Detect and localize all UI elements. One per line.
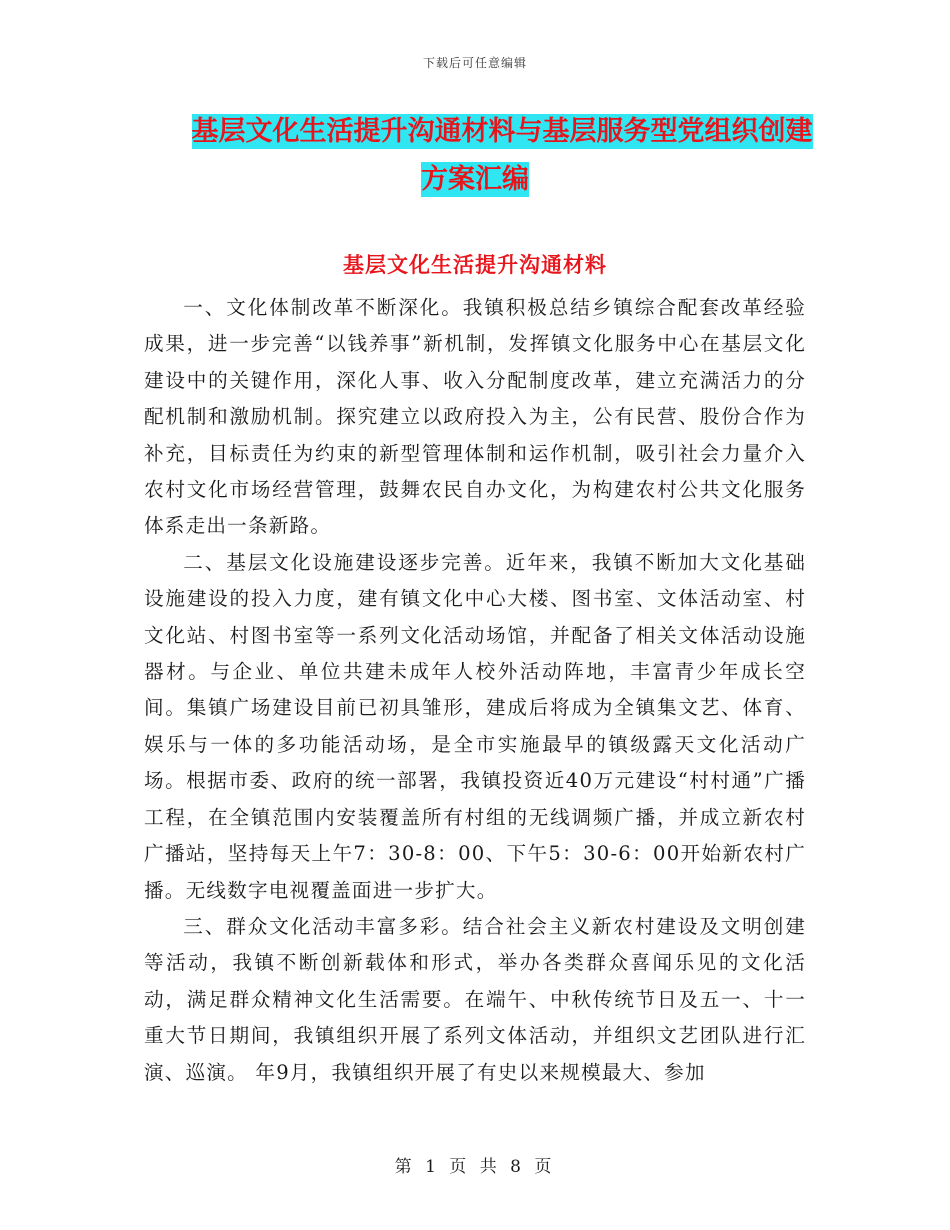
- document-title-line-2: 方案汇编: [421, 164, 529, 195]
- section-title: 基层文化生活提升沟通材料: [343, 252, 607, 277]
- body-paragraph-1: 一、文化体制改革不断深化。我镇积极总结乡镇综合配套改革经验成果，进一步完善“以钱养事”新机制，发挥镇文化服务中心在基层文化建设中的关键作用，深化人事、收入分配制度改革，建立充满活力的分配机制和激励机制。探究建立以政府投入为主，公有民营、股份合作为补充，目标责任为约束的新型管理体制和运作机制，吸引社会力量介入农村文化市场经营管理，鼓舞农民自办文化，为构建农村公共文化服务体系走出一条新路。: [144, 296, 806, 538]
- document-title: [0, 108, 950, 204]
- body-paragraph-2: 二、基层文化设施建设逐步完善。近年来，我镇不断加大文化基础设施建设的投入力度，建有镇文化中心大楼、图书室、文体活动室、村文化站、村图书室等一系列文化活动场馆，并配备了相关文体活动设施器材。与企业、单位共建未成年人校外活动阵地，丰富青少年成长空间。集镇广场建设目前已初具雏形，建成后将成为全镇集文艺、体育、娱乐与一体的多功能活动场，是全市实施最早的镇级露天文化活动广场。根据市委、政府的统一部署，我镇投资近40万元建设“村村通”广播工程，在全镇范围内安装覆盖所有村组的无线调频广播，并成立新农村广播站，坚持每天上午7：30-8：00、下午5：30-6：00开始新农村广播。无线数字电视覆盖面进一步扩大。: [144, 550, 806, 902]
- body-paragraph-3: 三、群众文化活动丰富多彩。结合社会主义新农村建设及文明创建等活动，我镇不断创新载体和形式，举办各类群众喜闻乐见的文化活动，满足群众精神文化生活需要。在端午、中秋传统节日及五一、十一重大节日期间，我镇组织开展了系列文体活动，并组织文艺团队进行汇演、巡演。 年9月，我镇组织开展了有史以来规模最大、参加: [144, 914, 806, 1084]
- document-body: [144, 290, 806, 1091]
- document-title-line-1: 基层文化生活提升沟通材料与基层服务型党组织创建: [191, 116, 813, 147]
- page-number-footer: 第 1 页 共 8 页: [394, 1157, 556, 1177]
- page-header-note: 下载后可任意编辑: [422, 56, 527, 70]
